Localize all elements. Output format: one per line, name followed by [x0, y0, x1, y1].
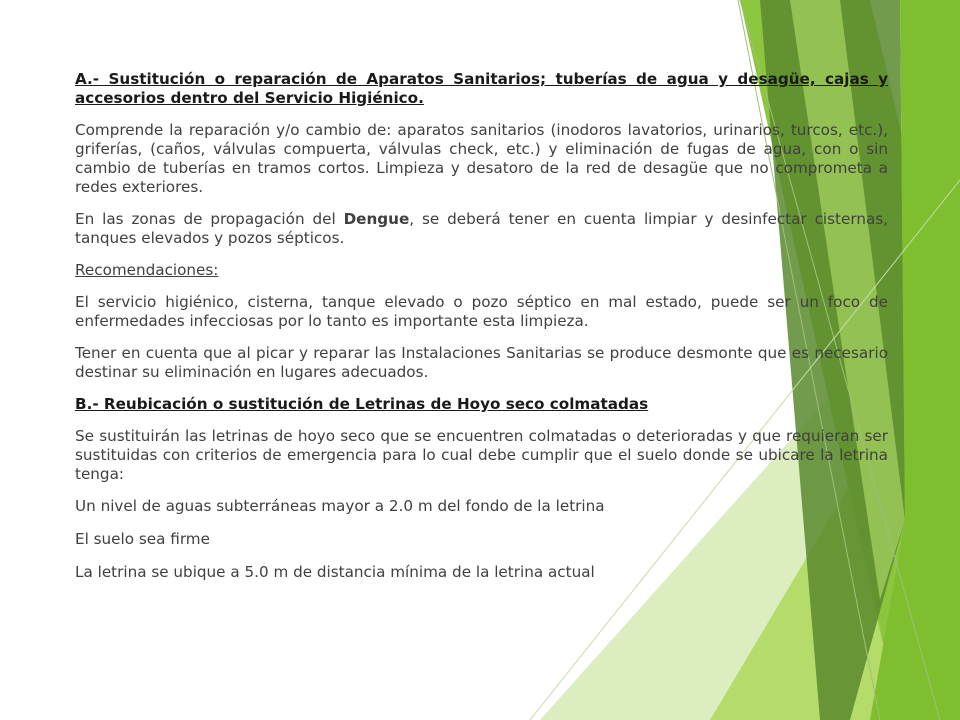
- slide-content: [75, 70, 888, 596]
- section-b-heading: B.- Reubicación o sustitución de Letrinas de Hoyo seco colmatadas: [75, 395, 649, 413]
- recommendation-2: Tener en cuenta que al picar y reparar las Instalaciones Sanitarias se produce desmonte que es necesario destinar su eliminación en lugares adecuados.: [75, 344, 888, 381]
- section-a-heading: A.- Sustitución o reparación de Aparatos Sanitarios; tuberías de agua y desagüe, cajas y accesorios dentro del Servicio Higiénico.: [75, 70, 888, 107]
- section-b-paragraph-1: Se sustituirán las letrinas de hoyo seco que se encuentren colmatadas o deterioradas y que requieran ser sustituidas con criterios de emergencia para lo cual debe cumplir que el suelo donde se ubicare la letrina tenga:: [75, 427, 888, 483]
- section-a-paragraph-1: Comprende la reparación y/o cambio de: aparatos sanitarios (inodoros lavatorios, urinarios, turcos, etc.), griferías, (caños, válvulas compuerta, válvulas check, etc.) y eliminación de fugas de agua, con o sin cambio de tuberías en tramos cortos. Limpieza y desatoro de la red de desagüe que no comprometa a redes exteriores.: [75, 121, 888, 196]
- requirement-3: La letrina se ubique a 5.0 m de distancia mínima de la letrina actual: [75, 563, 595, 581]
- recommendation-1: El servicio higiénico, cisterna, tanque elevado o pozo séptico en mal estado, puede ser un foco de enfermedades infecciosas por lo tanto es importante esta limpieza.: [75, 293, 888, 330]
- para2-text-after: , se deberá tener en cuenta limpiar y desinfectar cisternas, tanques elevados y pozos sépticos.: [75, 210, 888, 247]
- para2-text-before: En las zonas de propagación del: [75, 210, 344, 228]
- recommendations-heading: Recomendaciones:: [75, 261, 219, 279]
- section-a-paragraph-2: [75, 210, 888, 248]
- requirement-2: El suelo sea firme: [75, 530, 210, 548]
- requirement-1: Un nivel de aguas subterráneas mayor a 2.0 m del fondo de la letrina: [75, 497, 605, 515]
- dengue-keyword: Dengue: [343, 210, 410, 228]
